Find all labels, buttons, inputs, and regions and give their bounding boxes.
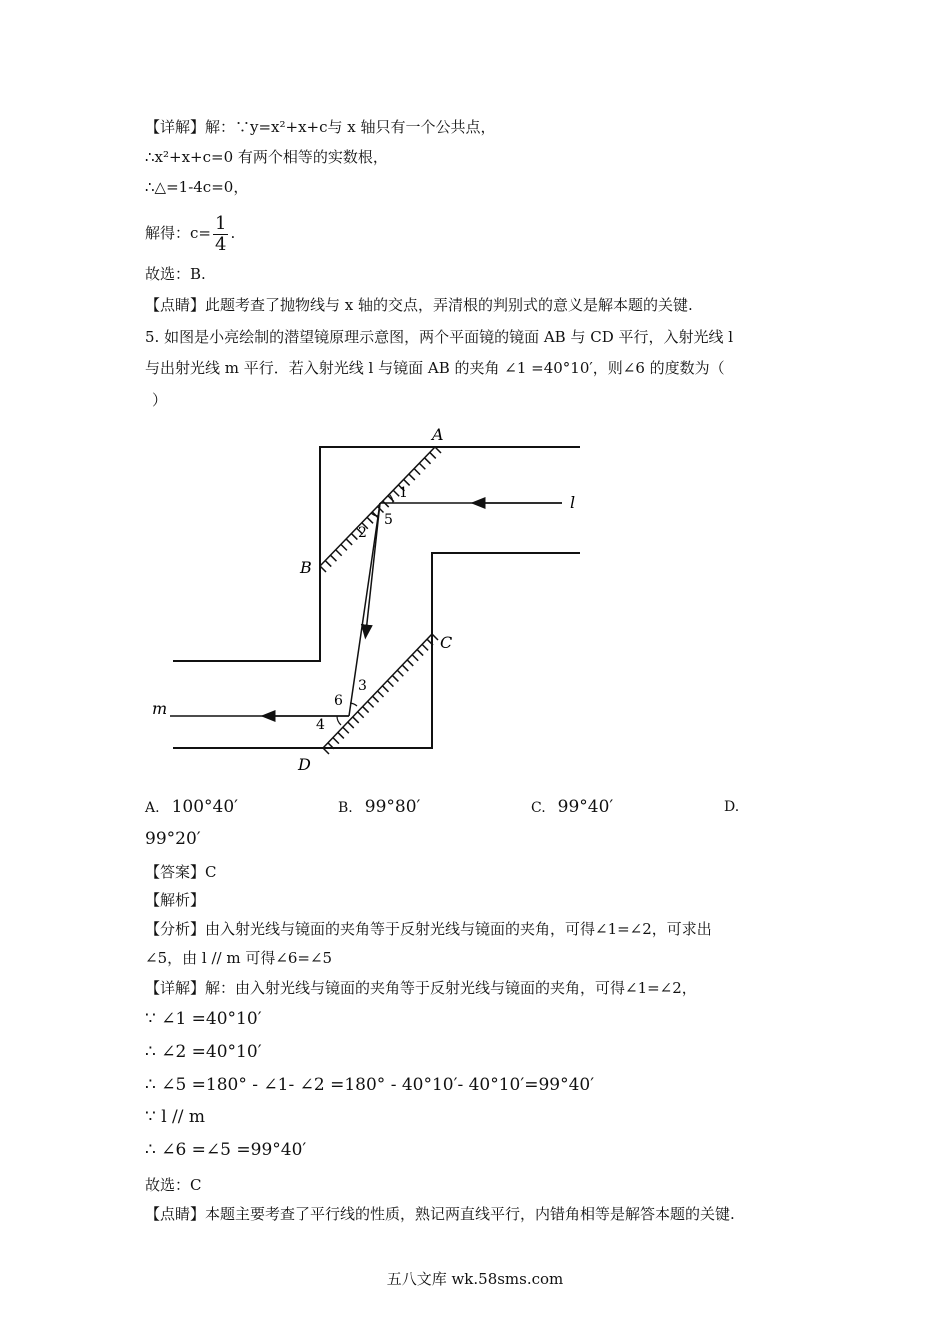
option-c-value: 99°40′: [557, 797, 614, 817]
mirror-hatch-mark: [368, 701, 374, 707]
detail-line-1: 【详解】解：由入射光线与镜面的夹角等于反射光线与镜面的夹角，可得∠1=∠2，: [145, 979, 697, 997]
mirror-hatch-mark: [353, 717, 359, 723]
option-d-letter: D.: [724, 799, 740, 815]
option-b-value: 99°80′: [364, 797, 421, 817]
option-b: [338, 797, 420, 818]
question-line-3: ）: [152, 391, 168, 409]
mirror-hatch-mark: [425, 458, 431, 464]
angle-label-1: 1: [399, 485, 408, 501]
angle-label-3: 3: [358, 678, 367, 694]
prev-review-line: 【点睛】此题考查了抛物线与 x 轴的交点，弄清根的判别式的意义是解本题的关键.: [145, 296, 693, 314]
step-4: ∵ l // m: [145, 1107, 206, 1127]
option-d: [724, 797, 739, 817]
mirror-hatch-mark: [333, 738, 339, 744]
label-d: D: [298, 755, 311, 774]
angle-label-5: 5: [384, 512, 393, 528]
choice-line: 故选：C: [145, 1176, 202, 1194]
step-3: ∴ ∠5 =180° - ∠1- ∠2 =180° - 40°10′- 40°10′=99°40′: [145, 1075, 595, 1095]
prev-result-line: [145, 212, 235, 255]
mirror-hatch-mark: [414, 469, 420, 475]
mirror-hatch-mark: [343, 727, 349, 733]
mirror-hatch-mark: [330, 555, 336, 561]
analysis-line-2: ∠5，由 l // m 可得∠6=∠5: [145, 949, 333, 967]
mirror-hatch-mark: [348, 722, 354, 728]
mirror-hatch-mark: [341, 544, 347, 550]
mirror-hatch-mark: [351, 534, 357, 540]
mirror-hatch-mark: [407, 660, 413, 666]
periscope-diagram: [140, 420, 600, 780]
option-d-value: 99°20′: [145, 829, 201, 849]
mirror-hatch-mark: [338, 732, 344, 738]
option-c-letter: C.: [531, 800, 546, 816]
mirror-hatch-mark: [378, 691, 384, 697]
mirror-hatch-mark: [412, 655, 418, 661]
mirror-hatch-mark: [430, 452, 436, 458]
mirror-hatch-mark: [402, 665, 408, 671]
mirror-hatch-mark: [363, 707, 369, 713]
step-1: ∵ ∠1 =40°10′: [145, 1009, 262, 1029]
mirror-hatch-mark: [336, 550, 342, 556]
footer-watermark: 五八文库 wk.58sms.com: [386, 1270, 564, 1288]
prev-choice-line: 故选：B.: [145, 265, 206, 283]
option-a-value: 100°40′: [171, 797, 239, 817]
analysis-title: 【解析】: [145, 891, 206, 909]
mirror-hatch-mark: [367, 517, 373, 523]
option-a-letter: A.: [145, 800, 160, 816]
mirror-hatch-mark: [392, 675, 398, 681]
mirror-ab: [320, 447, 441, 572]
prev-result-prefix: 解得：c=: [145, 224, 211, 242]
mirror-hatch-mark: [409, 474, 415, 480]
review-line: 【点睛】本题主要考查了平行线的性质，熟记两直线平行，内错角相等是解答本题的关键.: [145, 1205, 735, 1223]
mirror-hatch-mark: [397, 670, 403, 676]
step-5: ∴ ∠6 =∠5 =99°40′: [145, 1140, 307, 1160]
mirror-hatch-mark: [387, 681, 393, 687]
label-b: B: [300, 558, 312, 577]
prev-detail-line: 【详解】解：∵y=x²+x+c与 x 轴只有一个公共点，: [145, 118, 496, 136]
option-a: [145, 797, 238, 818]
mirror-hatch-mark: [419, 463, 425, 469]
mirror-hatch-mark: [346, 539, 352, 545]
prev-discriminant-line: ∴△=1-4c=0，: [145, 178, 249, 196]
mirror-hatch-mark: [422, 644, 428, 650]
fraction: [213, 214, 228, 255]
mirror-hatch-mark: [417, 650, 423, 656]
angle-label-6: 6: [334, 693, 343, 709]
periscope-outline: [173, 447, 580, 748]
question-line-2: 与出射光线 m 平行．若入射光线 l 与镜面 AB 的夹角 ∠1 =40°10′，则∠6 的度数为（: [145, 359, 725, 377]
fraction-numerator: 1: [214, 212, 227, 234]
step-2: ∴ ∠2 =40°10′: [145, 1042, 262, 1062]
answer-line: 【答案】C: [145, 863, 217, 881]
mirror-hatch-mark: [358, 712, 364, 718]
prev-result-suffix: .: [230, 224, 236, 242]
fraction-denominator: 4: [214, 233, 227, 255]
label-l: l: [570, 493, 576, 512]
option-c: [531, 797, 613, 818]
mirror-hatch-mark: [373, 696, 379, 702]
option-b-letter: B.: [338, 800, 353, 816]
mirror-hatch-mark: [325, 561, 331, 567]
label-c: C: [440, 633, 453, 652]
mirror-hatch-mark: [382, 686, 388, 692]
label-a: A: [432, 425, 444, 444]
question-line-1: 5. 如图是小亮绘制的潜望镜原理示意图，两个平面镜的镜面 AB 与 CD 平行，入射光线 l: [145, 328, 734, 346]
prev-equation-line: ∴x²+x+c=0 有两个相等的实数根，: [145, 148, 388, 166]
mirror-hatch-mark: [383, 501, 389, 507]
angle-label-4: 4: [316, 717, 325, 733]
label-m: m: [152, 699, 168, 718]
angle-label-2: 2: [358, 525, 367, 541]
analysis-line-1: 【分析】由入射光线与镜面的夹角等于反射光线与镜面的夹角，可得∠1=∠2，可求出: [145, 920, 712, 938]
